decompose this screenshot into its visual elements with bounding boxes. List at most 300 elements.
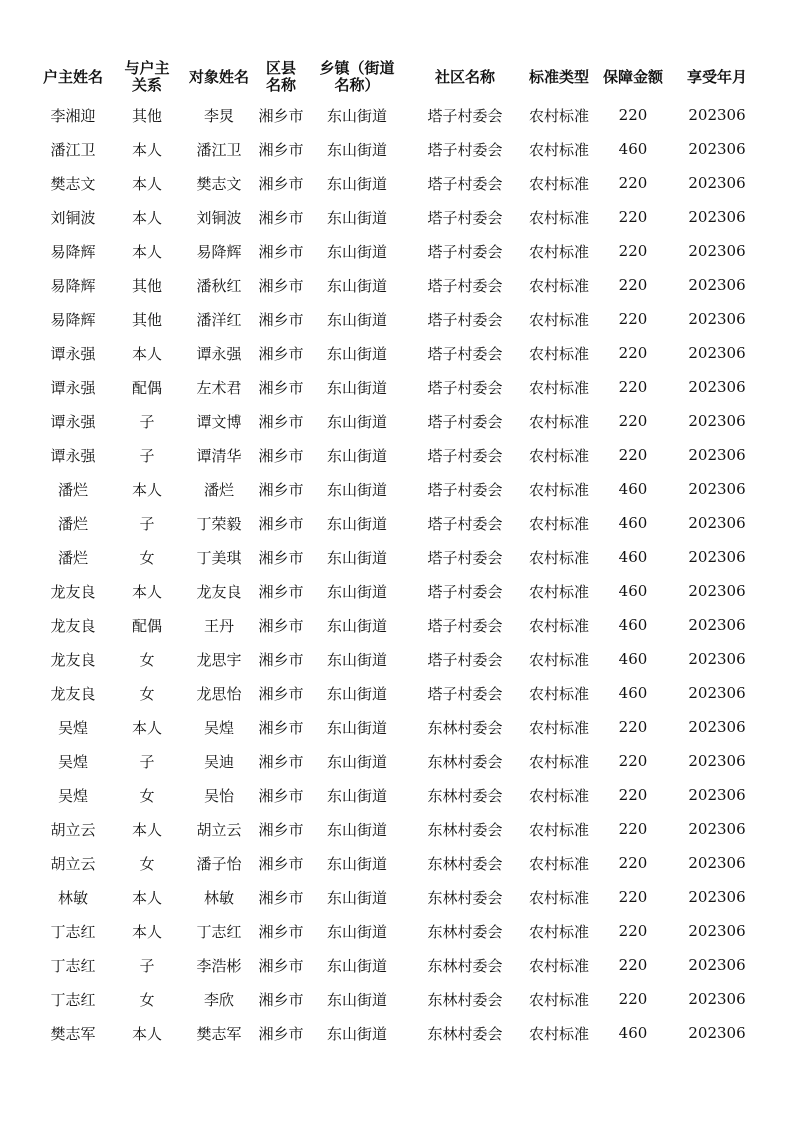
householder-name-cell: 谭永强 — [50, 446, 96, 465]
community-cell: 塔子村委会 — [427, 276, 503, 295]
township-cell: 东山街道 — [326, 174, 387, 193]
county-cell: 湘乡市 — [258, 888, 304, 907]
community-cell: 东林村委会 — [427, 956, 503, 975]
month-cell: 202306 — [688, 446, 746, 464]
community-cell: 塔子村委会 — [427, 106, 503, 125]
county-cell: 湘乡市 — [258, 718, 304, 737]
relationship-cell: 本人 — [131, 140, 162, 159]
township-cell: 东山街道 — [326, 616, 387, 635]
relationship-cell: 本人 — [131, 888, 162, 907]
month-cell: 202306 — [688, 480, 746, 498]
standard-type-cell: 农村标准 — [528, 922, 589, 941]
recipient-name-cell: 林敏 — [203, 888, 234, 907]
table-row — [35, 268, 763, 302]
householder-name-cell: 丁志红 — [50, 990, 96, 1009]
recipient-name-cell: 潘子怡 — [196, 854, 242, 873]
header-line: 社区名称 — [434, 67, 495, 86]
month-cell: 202306 — [688, 310, 746, 328]
relationship-cell: 女 — [139, 786, 155, 805]
recipient-name-cell: 樊志军 — [196, 1024, 242, 1043]
table-row — [35, 336, 763, 370]
householder-name-cell: 丁志红 — [50, 956, 96, 975]
table-row — [35, 982, 763, 1016]
community-cell: 塔子村委会 — [427, 650, 503, 669]
recipient-name-cell: 潘秋红 — [196, 276, 242, 295]
township-cell: 东山街道 — [326, 106, 387, 125]
township-cell: 东山街道 — [326, 922, 387, 941]
community-cell: 塔子村委会 — [427, 174, 503, 193]
header-line: 对象姓名 — [188, 67, 249, 86]
month-cell: 202306 — [688, 140, 746, 158]
relationship-cell: 本人 — [131, 582, 162, 601]
community-cell: 塔子村委会 — [427, 310, 503, 329]
standard-type-cell: 农村标准 — [528, 310, 589, 329]
recipient-name-cell: 吴迪 — [203, 752, 234, 771]
recipient-name-cell: 李浩彬 — [196, 956, 242, 975]
township-cell: 东山街道 — [326, 242, 387, 261]
header-line: 关系 — [131, 76, 162, 94]
recipient-name-cell: 潘洋红 — [196, 310, 242, 329]
table-row — [35, 574, 763, 608]
amount-cell: 460 — [618, 548, 648, 566]
standard-type-cell: 农村标准 — [528, 446, 589, 465]
relationship-cell: 本人 — [131, 820, 162, 839]
county-cell: 湘乡市 — [258, 480, 304, 499]
relationship-cell: 女 — [139, 548, 155, 567]
table-body — [35, 98, 763, 1050]
standard-type-cell: 农村标准 — [528, 718, 589, 737]
householder-name-cell: 谭永强 — [50, 378, 96, 397]
community-cell: 塔子村委会 — [427, 242, 503, 261]
county-cell: 湘乡市 — [258, 990, 304, 1009]
table-row — [35, 166, 763, 200]
amount-cell: 220 — [618, 854, 648, 872]
relationship-cell: 女 — [139, 684, 155, 703]
householder-name-cell: 林敏 — [57, 888, 88, 907]
month-cell: 202306 — [688, 888, 746, 906]
standard-type-cell: 农村标准 — [528, 514, 589, 533]
householder-name-cell: 李湘迎 — [50, 106, 96, 125]
householder-name-cell: 龙友良 — [50, 650, 96, 669]
relationship-cell: 其他 — [131, 276, 162, 295]
month-cell: 202306 — [688, 1024, 746, 1042]
month-cell: 202306 — [688, 582, 746, 600]
standard-type-cell: 农村标准 — [528, 956, 589, 975]
recipient-name-cell: 李炅 — [203, 106, 234, 125]
householder-name-cell: 樊志文 — [50, 174, 96, 193]
standard-type-cell: 农村标准 — [528, 684, 589, 703]
month-cell: 202306 — [688, 344, 746, 362]
community-cell: 东林村委会 — [427, 990, 503, 1009]
amount-cell: 220 — [618, 718, 648, 736]
amount-cell: 220 — [618, 446, 648, 464]
month-cell: 202306 — [688, 514, 746, 532]
amount-cell: 460 — [618, 650, 648, 668]
relationship-cell: 配偶 — [131, 378, 162, 397]
month-cell: 202306 — [688, 242, 746, 260]
table-row — [35, 438, 763, 472]
community-cell: 东林村委会 — [427, 888, 503, 907]
header-line: 保障金额 — [602, 67, 663, 86]
community-cell: 东林村委会 — [427, 718, 503, 737]
month-cell: 202306 — [688, 208, 746, 226]
community-cell: 塔子村委会 — [427, 616, 503, 635]
standard-type-cell: 农村标准 — [528, 888, 589, 907]
amount-cell: 460 — [618, 616, 648, 634]
relationship-cell: 本人 — [131, 242, 162, 261]
county-cell: 湘乡市 — [258, 582, 304, 601]
township-cell: 东山街道 — [326, 378, 387, 397]
month-cell: 202306 — [688, 752, 746, 770]
householder-name-cell: 樊志军 — [50, 1024, 96, 1043]
month-cell: 202306 — [688, 276, 746, 294]
month-cell: 202306 — [688, 820, 746, 838]
relationship-cell: 本人 — [131, 480, 162, 499]
township-cell: 东山街道 — [326, 480, 387, 499]
recipient-name-cell: 左术君 — [196, 378, 242, 397]
standard-type-cell: 农村标准 — [528, 820, 589, 839]
recipient-name-cell: 王丹 — [203, 616, 234, 635]
county-cell: 湘乡市 — [258, 548, 304, 567]
recipient-name-cell: 丁荣毅 — [196, 514, 242, 533]
community-cell: 塔子村委会 — [427, 344, 503, 363]
householder-name-cell: 易降辉 — [50, 242, 96, 261]
month-cell: 202306 — [688, 650, 746, 668]
amount-cell: 220 — [618, 276, 648, 294]
month-header — [671, 56, 763, 98]
header-line: 标准类型 — [528, 67, 589, 86]
township-cell: 东山街道 — [326, 752, 387, 771]
householder-name-header — [35, 56, 111, 98]
month-cell: 202306 — [688, 786, 746, 804]
relationship-header — [111, 56, 183, 98]
community-cell: 塔子村委会 — [427, 684, 503, 703]
relationship-cell: 本人 — [131, 174, 162, 193]
amount-header — [595, 56, 671, 98]
table-row — [35, 234, 763, 268]
township-cell: 东山街道 — [326, 412, 387, 431]
householder-name-cell: 潘烂 — [57, 514, 88, 533]
relationship-cell: 女 — [139, 650, 155, 669]
recipient-name-cell: 龙友良 — [196, 582, 242, 601]
county-header — [255, 56, 307, 98]
community-cell: 塔子村委会 — [427, 378, 503, 397]
table-row — [35, 200, 763, 234]
relationship-cell: 配偶 — [131, 616, 162, 635]
header-line: 户主姓名 — [42, 67, 103, 86]
amount-cell: 460 — [618, 1024, 648, 1042]
standard-type-cell: 农村标准 — [528, 378, 589, 397]
community-cell: 东林村委会 — [427, 786, 503, 805]
standard-type-cell: 农村标准 — [528, 582, 589, 601]
relationship-cell: 子 — [139, 514, 155, 533]
month-cell: 202306 — [688, 956, 746, 974]
amount-cell: 220 — [618, 752, 648, 770]
month-cell: 202306 — [688, 412, 746, 430]
standard-type-cell: 农村标准 — [528, 412, 589, 431]
table-row — [35, 1016, 763, 1050]
standard-type-cell: 农村标准 — [528, 616, 589, 635]
table-row — [35, 846, 763, 880]
recipient-name-cell: 潘江卫 — [196, 140, 242, 159]
township-cell: 东山街道 — [326, 514, 387, 533]
month-cell: 202306 — [688, 854, 746, 872]
householder-name-cell: 吴煌 — [57, 718, 88, 737]
header-line: 名称 — [265, 76, 296, 94]
table-row — [35, 744, 763, 778]
community-cell: 东林村委会 — [427, 854, 503, 873]
table-row — [35, 676, 763, 710]
relationship-cell: 本人 — [131, 1024, 162, 1043]
standard-type-cell: 农村标准 — [528, 854, 589, 873]
amount-cell: 220 — [618, 174, 648, 192]
amount-cell: 460 — [618, 140, 648, 158]
standard-type-cell: 农村标准 — [528, 990, 589, 1009]
header-row — [35, 56, 763, 98]
householder-name-cell: 刘铜波 — [50, 208, 96, 227]
county-cell: 湘乡市 — [258, 446, 304, 465]
amount-cell: 220 — [618, 242, 648, 260]
community-cell: 塔子村委会 — [427, 514, 503, 533]
amount-cell: 460 — [618, 514, 648, 532]
standard-type-cell: 农村标准 — [528, 276, 589, 295]
amount-cell: 220 — [618, 310, 648, 328]
county-cell: 湘乡市 — [258, 956, 304, 975]
community-header — [407, 56, 523, 98]
township-cell: 东山街道 — [326, 990, 387, 1009]
month-cell: 202306 — [688, 684, 746, 702]
county-cell: 湘乡市 — [258, 1024, 304, 1043]
county-cell: 湘乡市 — [258, 616, 304, 635]
householder-name-cell: 潘烂 — [57, 480, 88, 499]
amount-cell: 220 — [618, 378, 648, 396]
county-cell: 湘乡市 — [258, 922, 304, 941]
header-line: 享受年月 — [686, 67, 747, 86]
county-cell: 湘乡市 — [258, 514, 304, 533]
table-row — [35, 642, 763, 676]
recipient-name-cell: 谭文博 — [196, 412, 242, 431]
recipient-name-cell: 樊志文 — [196, 174, 242, 193]
relationship-cell: 其他 — [131, 310, 162, 329]
householder-name-cell: 龙友良 — [50, 616, 96, 635]
standard-type-cell: 农村标准 — [528, 650, 589, 669]
community-cell: 塔子村委会 — [427, 140, 503, 159]
county-cell: 湘乡市 — [258, 854, 304, 873]
county-cell: 湘乡市 — [258, 208, 304, 227]
county-cell: 湘乡市 — [258, 242, 304, 261]
relationship-cell: 子 — [139, 956, 155, 975]
amount-cell: 220 — [618, 990, 648, 1008]
standard-type-cell: 农村标准 — [528, 786, 589, 805]
table-row — [35, 472, 763, 506]
standard-type-cell: 农村标准 — [528, 174, 589, 193]
community-cell: 塔子村委会 — [427, 208, 503, 227]
standard-type-cell: 农村标准 — [528, 242, 589, 261]
amount-cell: 460 — [618, 684, 648, 702]
township-cell: 东山街道 — [326, 276, 387, 295]
township-cell: 东山街道 — [326, 854, 387, 873]
standard-type-cell: 农村标准 — [528, 208, 589, 227]
community-cell: 塔子村委会 — [427, 446, 503, 465]
relationship-cell: 本人 — [131, 718, 162, 737]
county-cell: 湘乡市 — [258, 174, 304, 193]
township-cell: 东山街道 — [326, 446, 387, 465]
recipient-name-cell: 丁美琪 — [196, 548, 242, 567]
month-cell: 202306 — [688, 174, 746, 192]
recipient-name-cell: 易降辉 — [196, 242, 242, 261]
standard-type-cell: 农村标准 — [528, 140, 589, 159]
householder-name-cell: 吴煌 — [57, 786, 88, 805]
township-cell: 东山街道 — [326, 582, 387, 601]
township-header — [307, 56, 407, 98]
county-cell: 湘乡市 — [258, 752, 304, 771]
table-row — [35, 98, 763, 132]
table-row — [35, 506, 763, 540]
community-cell: 东林村委会 — [427, 820, 503, 839]
table-row — [35, 608, 763, 642]
county-cell: 湘乡市 — [258, 684, 304, 703]
township-cell: 东山街道 — [326, 140, 387, 159]
table-row — [35, 370, 763, 404]
table-row — [35, 540, 763, 574]
community-cell: 东林村委会 — [427, 922, 503, 941]
householder-name-cell: 胡立云 — [50, 820, 96, 839]
community-cell: 塔子村委会 — [427, 582, 503, 601]
recipient-name-cell: 李欣 — [203, 990, 234, 1009]
month-cell: 202306 — [688, 616, 746, 634]
township-cell: 东山街道 — [326, 786, 387, 805]
householder-name-cell: 潘江卫 — [50, 140, 96, 159]
relationship-cell: 本人 — [131, 208, 162, 227]
standard-type-cell: 农村标准 — [528, 344, 589, 363]
county-cell: 湘乡市 — [258, 786, 304, 805]
amount-cell: 220 — [618, 888, 648, 906]
community-cell: 塔子村委会 — [427, 548, 503, 567]
township-cell: 东山街道 — [326, 344, 387, 363]
amount-cell: 220 — [618, 956, 648, 974]
recipient-name-cell: 刘铜波 — [196, 208, 242, 227]
recipient-name-cell: 吴煌 — [203, 718, 234, 737]
relationship-cell: 子 — [139, 752, 155, 771]
table-row — [35, 778, 763, 812]
standard-type-cell: 农村标准 — [528, 548, 589, 567]
householder-name-cell: 谭永强 — [50, 344, 96, 363]
township-cell: 东山街道 — [326, 684, 387, 703]
householder-name-cell: 易降辉 — [50, 310, 96, 329]
householder-name-cell: 龙友良 — [50, 582, 96, 601]
county-cell: 湘乡市 — [258, 276, 304, 295]
table-row — [35, 880, 763, 914]
relationship-cell: 子 — [139, 446, 155, 465]
township-cell: 东山街道 — [326, 650, 387, 669]
recipient-name-cell: 龙思宇 — [196, 650, 242, 669]
amount-cell: 220 — [618, 922, 648, 940]
header-line: 乡镇（街道 — [319, 59, 395, 77]
amount-cell: 460 — [618, 582, 648, 600]
amount-cell: 460 — [618, 480, 648, 498]
amount-cell: 220 — [618, 106, 648, 124]
recipient-name-header — [183, 56, 255, 98]
relationship-cell: 女 — [139, 854, 155, 873]
township-cell: 东山街道 — [326, 956, 387, 975]
relationship-cell: 本人 — [131, 922, 162, 941]
table-row — [35, 132, 763, 166]
standard-type-header — [523, 56, 595, 98]
relationship-cell: 其他 — [131, 106, 162, 125]
householder-name-cell: 潘烂 — [57, 548, 88, 567]
month-cell: 202306 — [688, 922, 746, 940]
recipient-name-cell: 谭永强 — [196, 344, 242, 363]
table-row — [35, 404, 763, 438]
recipient-name-cell: 谭清华 — [196, 446, 242, 465]
relationship-cell: 子 — [139, 412, 155, 431]
header-line: 区县 — [265, 59, 296, 77]
county-cell: 湘乡市 — [258, 650, 304, 669]
householder-name-cell: 谭永强 — [50, 412, 96, 431]
recipient-name-cell: 丁志红 — [196, 922, 242, 941]
township-cell: 东山街道 — [326, 208, 387, 227]
table-row — [35, 948, 763, 982]
county-cell: 湘乡市 — [258, 378, 304, 397]
county-cell: 湘乡市 — [258, 140, 304, 159]
month-cell: 202306 — [688, 718, 746, 736]
standard-type-cell: 农村标准 — [528, 480, 589, 499]
township-cell: 东山街道 — [326, 1024, 387, 1043]
county-cell: 湘乡市 — [258, 820, 304, 839]
township-cell: 东山街道 — [326, 888, 387, 907]
amount-cell: 220 — [618, 344, 648, 362]
community-cell: 塔子村委会 — [427, 412, 503, 431]
table-row — [35, 914, 763, 948]
community-cell: 东林村委会 — [427, 1024, 503, 1043]
amount-cell: 220 — [618, 412, 648, 430]
header-line: 与户主 — [124, 59, 170, 77]
recipient-name-cell: 胡立云 — [196, 820, 242, 839]
recipient-name-cell: 潘烂 — [203, 480, 234, 499]
standard-type-cell: 农村标准 — [528, 106, 589, 125]
month-cell: 202306 — [688, 990, 746, 1008]
county-cell: 湘乡市 — [258, 412, 304, 431]
month-cell: 202306 — [688, 378, 746, 396]
month-cell: 202306 — [688, 106, 746, 124]
relationship-cell: 女 — [139, 990, 155, 1009]
householder-name-cell: 丁志红 — [50, 922, 96, 941]
community-cell: 塔子村委会 — [427, 480, 503, 499]
amount-cell: 220 — [618, 208, 648, 226]
header-line: 名称） — [334, 76, 380, 94]
community-cell: 东林村委会 — [427, 752, 503, 771]
standard-type-cell: 农村标准 — [528, 752, 589, 771]
householder-name-cell: 易降辉 — [50, 276, 96, 295]
county-cell: 湘乡市 — [258, 344, 304, 363]
standard-type-cell: 农村标准 — [528, 1024, 589, 1043]
subsidy-roster-table — [35, 56, 763, 1050]
township-cell: 东山街道 — [326, 310, 387, 329]
township-cell: 东山街道 — [326, 718, 387, 737]
recipient-name-cell: 吴怡 — [203, 786, 234, 805]
county-cell: 湘乡市 — [258, 106, 304, 125]
recipient-name-cell: 龙思怡 — [196, 684, 242, 703]
amount-cell: 220 — [618, 820, 648, 838]
table-row — [35, 710, 763, 744]
table-row — [35, 302, 763, 336]
householder-name-cell: 龙友良 — [50, 684, 96, 703]
township-cell: 东山街道 — [326, 548, 387, 567]
month-cell: 202306 — [688, 548, 746, 566]
table-row — [35, 812, 763, 846]
county-cell: 湘乡市 — [258, 310, 304, 329]
relationship-cell: 本人 — [131, 344, 162, 363]
